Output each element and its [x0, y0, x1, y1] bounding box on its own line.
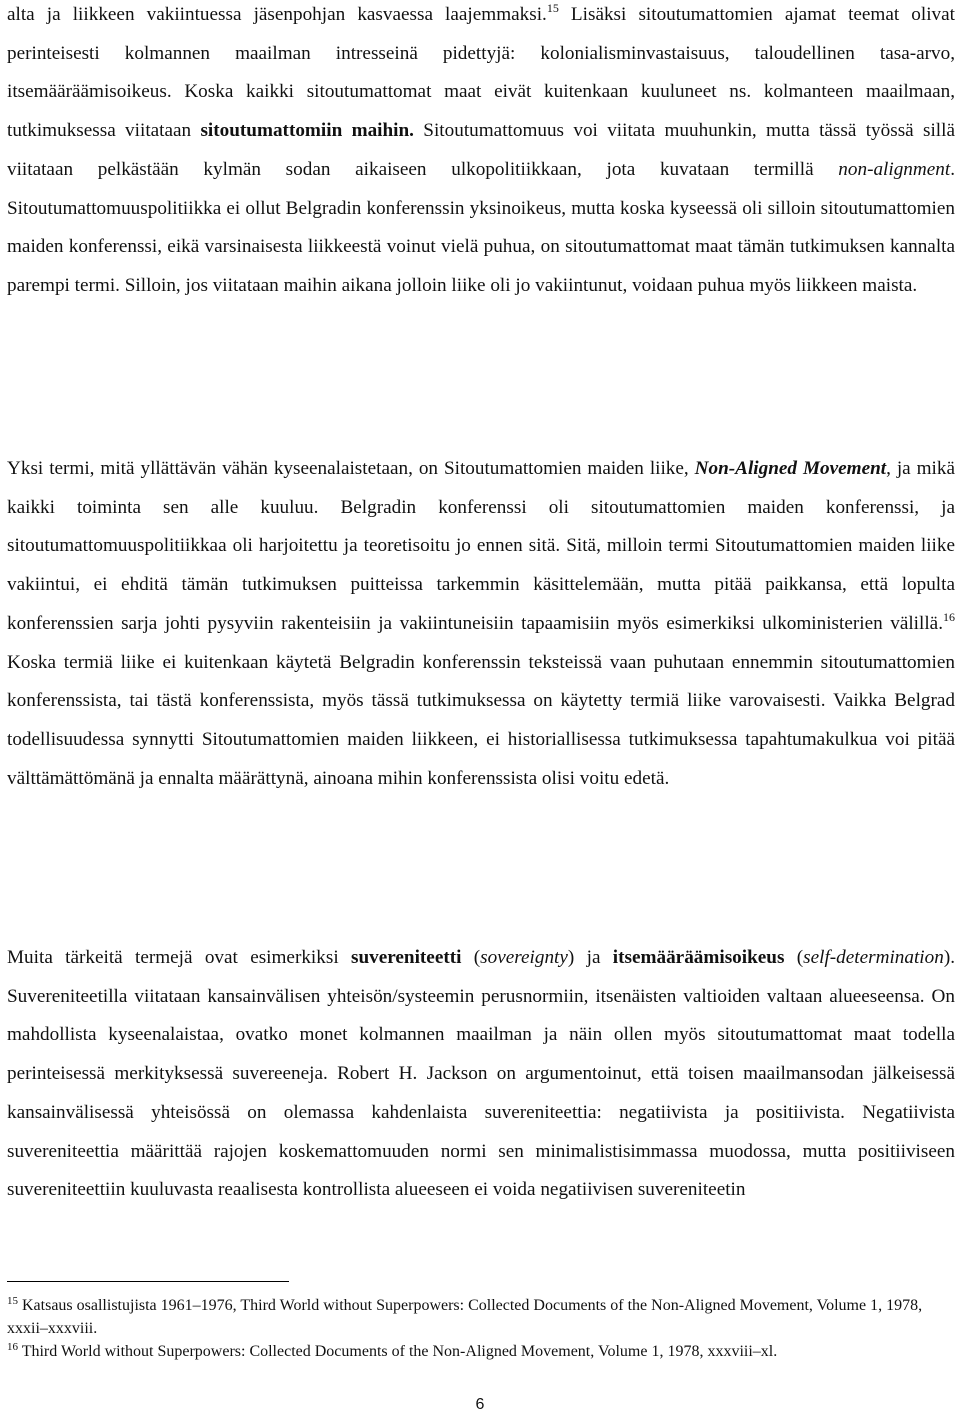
- text-run: Yksi termi, mitä yllättävän vähän kyseenalaistetaan, on Sitoutumattomien maiden liike,: [7, 458, 695, 479]
- footnote-text: Third World without Superpowers: Collected Documents of the Non-Aligned Movement, Volume 1, 1978, xxxviii–xl.: [18, 1343, 778, 1360]
- footnote-15: [7, 1294, 957, 1340]
- text-run: Sitoutumattomuus voi viitata muuhunkin, mutta tässä työssä sillä viitataan pelkästään kylmän sodan aikaiseen ulkopolitiikkaan, jota kuvataan termillä: [7, 120, 955, 180]
- italic-term: non-alignment: [838, 158, 951, 180]
- footnote-ref: 15: [546, 1, 559, 15]
- text-run: (: [461, 947, 481, 968]
- text-run: , ja mikä kaikki toiminta sen alle kuuluu. Belgradin konferenssi oli sitoutumattomien maiden konferenssi, ja sitoutumattomuuspolitiikkaa oli harjoitettu ja teoretisoitu jo ennen sitä. Sitä, milloin termi Sitoutumattomien maiden liike vakiintui, ei ehditä tämän tutkimuksen puitteissa tarkemmin käsittelemään, mutta pitää paikkansa, että lopulta konferenssien sarja johti pysyviin rakenteisiin ja vakiintuneisiin tapaamisiin myös esimerkiksi ulkoministerien välillä.: [7, 458, 955, 634]
- text-run: alta ja liikkeen vakiintuessa jäsenpohjan kasvaessa laajemmaksi.: [7, 4, 547, 25]
- italic-term: sovereignty: [480, 947, 568, 968]
- text-run: (: [784, 947, 804, 968]
- footnote-number: 15: [7, 1295, 18, 1307]
- footnote-ref: 16: [943, 609, 955, 624]
- text-run: ) ja: [567, 947, 613, 968]
- text-run: Muita tärkeitä termejä ovat esimerkiksi: [7, 947, 351, 968]
- bold-italic-term: Non-Aligned Movement: [694, 458, 887, 479]
- page-number: 6: [475, 1396, 485, 1413]
- footnote-number: 16: [7, 1341, 18, 1353]
- bold-term: itsemääräämisoikeus: [612, 947, 785, 968]
- text-run: . Sitoutumattomuuspolitiikka ei ollut Belgradin konferenssin yksinoikeus, mutta koska kyseessä oli silloin sitoutumattomien maiden konferenssi, eikä varsinaisesta liikkeestä voinut vielä puhua, on sitoutumattomat maat tämän tutkimuksen kannalta parempi termi. Silloin, jos viitataan maihin aikana jolloin liike oli jo vakiintunut, voidaan puhua myös liikkeen maista.: [7, 158, 955, 296]
- bold-term: suvereniteetti: [350, 947, 462, 968]
- footnote-16: [7, 1340, 957, 1363]
- footnote-separator: [7, 1281, 289, 1282]
- footnote-text: Katsaus osallistujista 1961–1976, Third World without Superpowers: Collected Documents of the Non-Aligned Movement, Volume 1, 1978, xxxii–xxxviii.: [7, 1297, 923, 1337]
- footnotes: [7, 1294, 957, 1363]
- paragraph-1: [7, 0, 955, 306]
- text-run: Koska termiä liike ei kuitenkaan käytetä Belgradin konferenssin teksteissä vaan puhutaan ennemmin sitoutumattomien konferenssista, tai tästä konferenssista, myös tässä tutkimuksessa on käytetty termiä liike varovaisesti. Vaikka Belgrad todellisuudessa synnytti Sitoutumattomien maiden liikkeen, ei historiallisessa tutkimuksessa tapahtumakulkua voi pitää välttämättömänä ja ennalta määrättynä, ainoana mihin konferenssista olisi voitu edetä.: [7, 651, 955, 789]
- bold-term: sitoutumattomiin maihin.: [200, 120, 414, 142]
- text-run: ). Suvereniteetilla viitataan kansainvälisen yhteisön/systeemin perusnormiin, itsenäisten valtioiden valtaan alueeseensa. On mahdollista kyseenalaistaa, ovatko monet kolmannen maailman ja näin ollen myös sitoutumattomat maat todella perinteisessä merkityksessä suvereeneja. Robert H. Jackson on argumentoinut, että toisen maailmansodan jälkeisessä kansainvälisessä yhteisössä on olemassa kahdenlaista suvereniteettia: negatiivista ja positiivista. Negatiivista suvereniteettia määrittää rajojen koskemattomuuden normi sen minimalistisimmassa muodossa, mutta positiiviseen suvereniteettiin kuuluvasta reaalisesta kontrollista alueeseen ei voida negatiivisen suvereniteetin: [7, 947, 956, 1201]
- italic-term: self-determination: [803, 947, 944, 968]
- text-run: Lisäksi sitoutumattomien ajamat teemat olivat perinteisesti kolmannen maailman intresseinä pidettyjä: kolonialisminvastaisuus, taloudellinen tasa-arvo, itsemääräämisoikeus. Koska kaikki sitoutumattomat maat eivät kuitenkaan kuuluneet ns. kolmanteen maailmaan, tutkimuksessa viitataan: [7, 4, 955, 142]
- paragraph-3: [7, 939, 955, 1210]
- paragraph-2: [7, 450, 955, 798]
